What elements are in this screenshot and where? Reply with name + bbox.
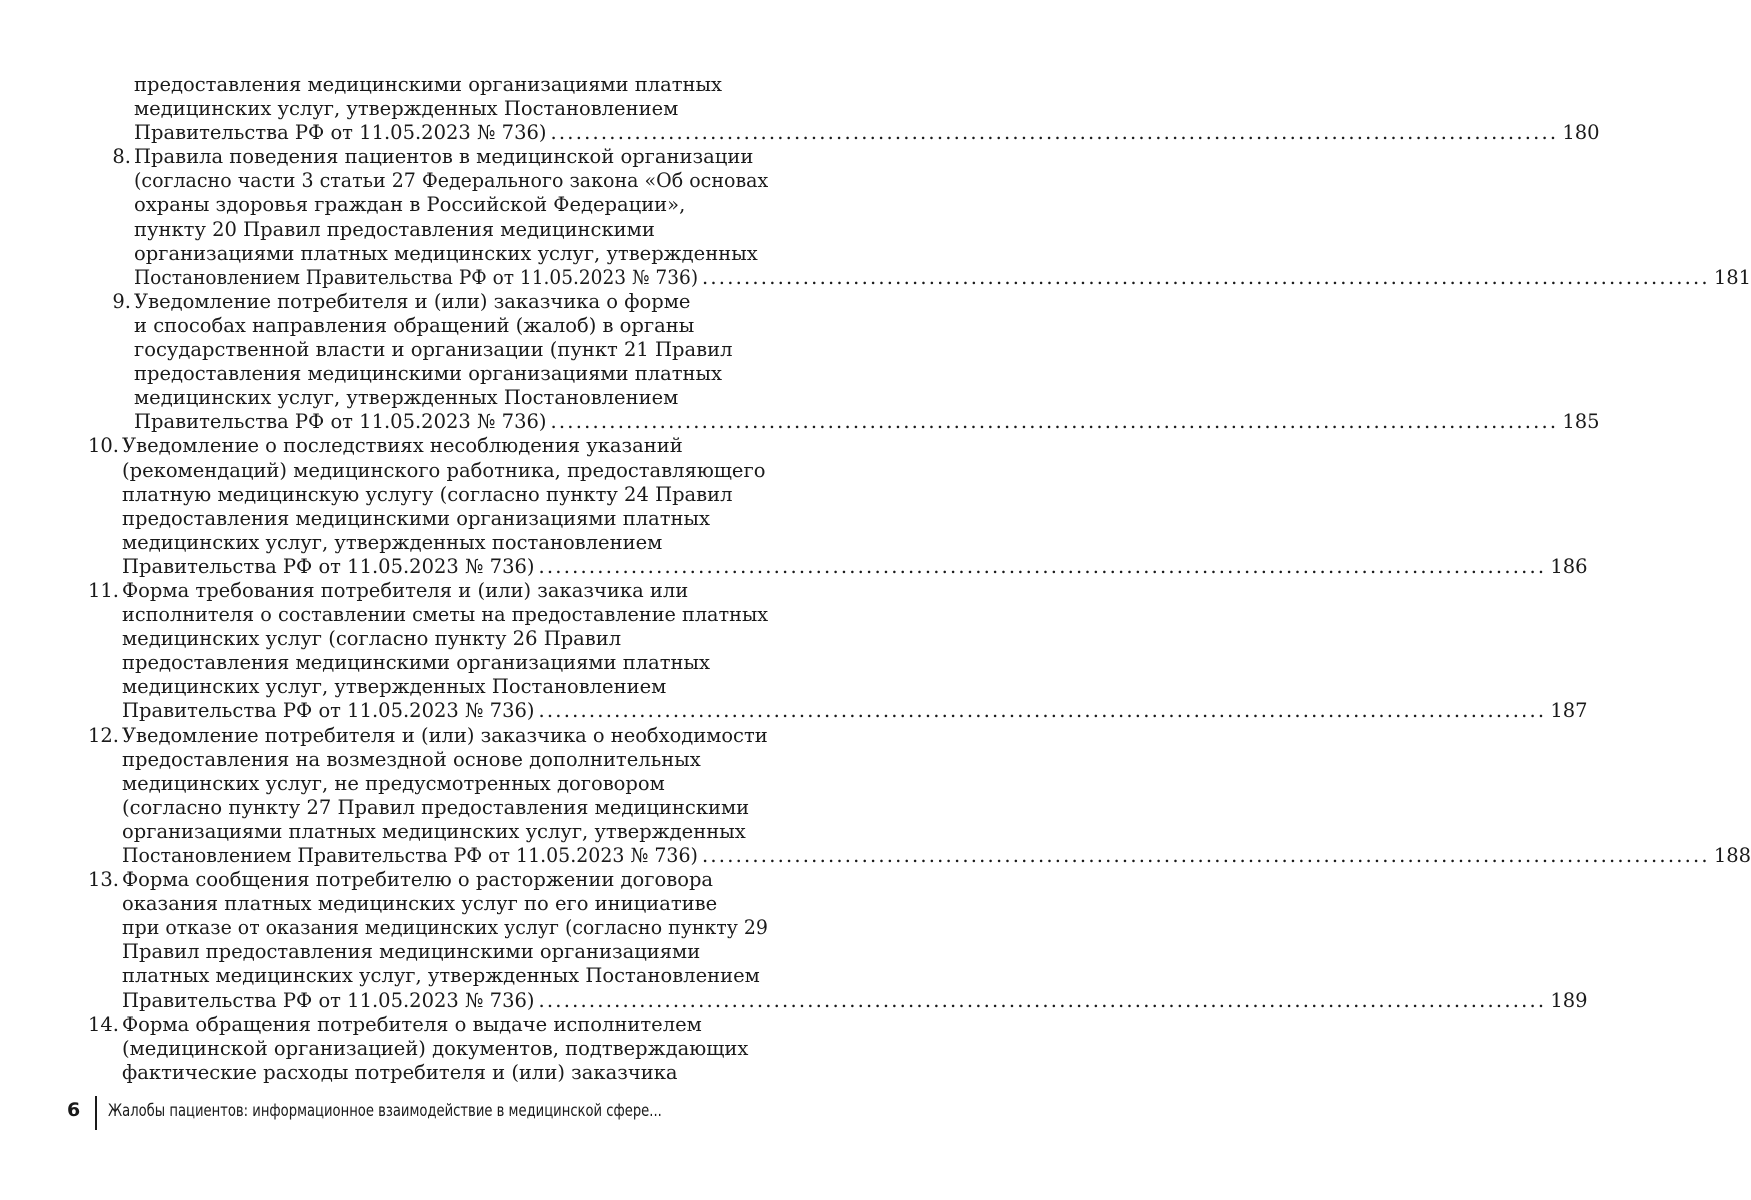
toc-entry-line: предоставления на возмездной основе дополнительных xyxy=(122,747,701,771)
running-title: Жалобы пациентов: информационное взаимодействие в медицинской сфере... xyxy=(108,1101,662,1121)
toc-entry xyxy=(0,868,1588,1013)
table-of-contents xyxy=(0,73,1751,1085)
toc-entry-line: оказания платных медицинских услуг по его инициативе xyxy=(122,892,718,916)
toc-entry-line: Правила поведения пациентов в медицинской организации xyxy=(134,145,754,169)
toc-entry-number: 12. xyxy=(87,723,119,747)
toc-entry-line: медицинских услуг (согласно пункту 26 Правил xyxy=(122,627,622,651)
toc-entry-line: платных медицинских услуг, утвержденных Постановлением xyxy=(122,964,760,988)
toc-entry-line: Уведомление потребителя и (или) заказчика о форме xyxy=(134,289,691,313)
toc-entry-line: государственной власти и организации (пункт 21 Правил xyxy=(134,338,733,362)
toc-entry-line: предоставления медицинскими организациями платных xyxy=(134,73,723,96)
toc-page-number: 185 xyxy=(1562,410,1600,434)
toc-entry-line: (согласно пункту 27 Правил предоставления медицинскими xyxy=(122,795,750,819)
toc-entry-line: (рекомендаций) медицинского работника, предоставляющего xyxy=(122,458,766,482)
toc-entry-line: (медицинской организацией) документов, подтверждающих xyxy=(122,1036,749,1060)
toc-entry-line: предоставления медицинскими организациями платных xyxy=(122,506,711,530)
toc-entry-line: (согласно части 3 статьи 27 Федерального закона «Об основах xyxy=(134,169,769,193)
toc-entry-line: Правил предоставления медицинскими организациями xyxy=(122,940,701,964)
toc-entry-line: пункту 20 Правил предоставления медицинскими xyxy=(134,217,655,241)
toc-entry-number: 10. xyxy=(87,434,119,458)
toc-entry-line: Уведомление о последствиях несоблюдения указаний xyxy=(122,434,683,458)
toc-entry-line: медицинских услуг, утвержденных постановлением xyxy=(122,530,663,554)
toc-page-number: 181 xyxy=(1713,265,1751,289)
toc-entry-line: Правительства РФ от 11.05.2023 № 736) xyxy=(134,121,547,145)
toc-entry-number: 14. xyxy=(87,1012,119,1036)
toc-entry xyxy=(0,1013,842,1085)
toc-page-number: 189 xyxy=(1550,988,1588,1012)
toc-entry-line: фактические расходы потребителя и (или) заказчика xyxy=(122,1060,678,1084)
page-number: 6 xyxy=(67,1099,81,1121)
toc-entry-line: исполнителя о составлении сметы на предоставление платных xyxy=(122,603,769,627)
dot-leader: ........................................................................................................................ xyxy=(702,844,1710,867)
dot-leader: ........................................................................................................................ xyxy=(538,988,1547,1012)
dot-leader: ........................................................................................................................ xyxy=(538,554,1547,578)
toc-entry-line: и способах направления обращений (жалоб) в органы xyxy=(134,313,695,337)
toc-entry-line: при отказе от оказания медицинских услуг (согласно пункту 29 xyxy=(122,916,768,940)
toc-entry-line: организациями платных медицинских услуг, утвержденных xyxy=(122,819,746,843)
toc-entry-line: медицинских услуг, утвержденных Постановлением xyxy=(134,386,679,410)
toc-entry-line: охраны здоровья граждан в Российской Федерации», xyxy=(134,193,686,217)
toc-entry xyxy=(0,145,1751,290)
toc-entry-line: Правительства РФ от 11.05.2023 № 736) xyxy=(122,554,535,578)
toc-entry-line: медицинских услуг, не предусмотренных договором xyxy=(122,771,665,795)
toc-entry-line: медицинских услуг, утвержденных Постановлением xyxy=(122,675,667,699)
toc-entry-line: Постановлением Правительства РФ от 11.05.2023 № 736) xyxy=(122,844,698,867)
toc-entry xyxy=(0,289,1600,435)
toc-entry-line: Уведомление потребителя и (или) заказчика о необходимости xyxy=(122,723,768,747)
toc-entry xyxy=(0,73,1600,145)
toc-entry-line: Правительства РФ от 11.05.2023 № 736) xyxy=(134,410,547,434)
toc-entry xyxy=(0,723,1751,869)
toc-entry-line: Постановлением Правительства РФ от 11.05.2023 № 736) xyxy=(134,265,699,289)
toc-page-number: 180 xyxy=(1562,121,1600,145)
toc-entry-number: 13. xyxy=(87,868,119,892)
toc-entry-number: 8. xyxy=(112,145,131,169)
toc-entry-line: Форма сообщения потребителю о расторжении договора xyxy=(122,868,714,892)
toc-entry-line: медицинских услуг, утвержденных Постановлением xyxy=(134,97,679,121)
toc-entry-line: Форма требования потребителя и (или) заказчика или xyxy=(122,578,689,602)
toc-entry-line: организациями платных медицинских услуг, утвержденных xyxy=(134,241,758,265)
toc-entry xyxy=(0,434,1588,579)
toc-entry xyxy=(0,578,1588,724)
footer-divider xyxy=(95,1096,97,1130)
toc-entry-line: Правительства РФ от 11.05.2023 № 736) xyxy=(122,699,535,723)
toc-entry-number: 11. xyxy=(87,578,119,602)
toc-page-number: 188 xyxy=(1713,844,1751,867)
dot-leader: ........................................................................................................................ xyxy=(538,699,1547,723)
dot-leader: ........................................................................................................................ xyxy=(550,121,1559,145)
toc-entry-line: Форма обращения потребителя о выдаче исполнителем xyxy=(122,1012,702,1036)
toc-entry-number: 9. xyxy=(112,289,131,313)
toc-entry-line: предоставления медицинскими организациями платных xyxy=(134,362,723,386)
toc-entry-line: Правительства РФ от 11.05.2023 № 736) xyxy=(122,988,535,1012)
dot-leader: ........................................................................................................................ xyxy=(702,265,1710,289)
toc-entry-line: предоставления медицинскими организациями платных xyxy=(122,651,711,675)
dot-leader: ........................................................................................................................ xyxy=(550,410,1559,434)
toc-page-number: 186 xyxy=(1550,554,1588,578)
toc-page-number: 187 xyxy=(1550,699,1588,723)
toc-entry-line: платную медицинскую услугу (согласно пункту 24 Правил xyxy=(122,482,733,506)
page-footer xyxy=(0,1096,842,1136)
